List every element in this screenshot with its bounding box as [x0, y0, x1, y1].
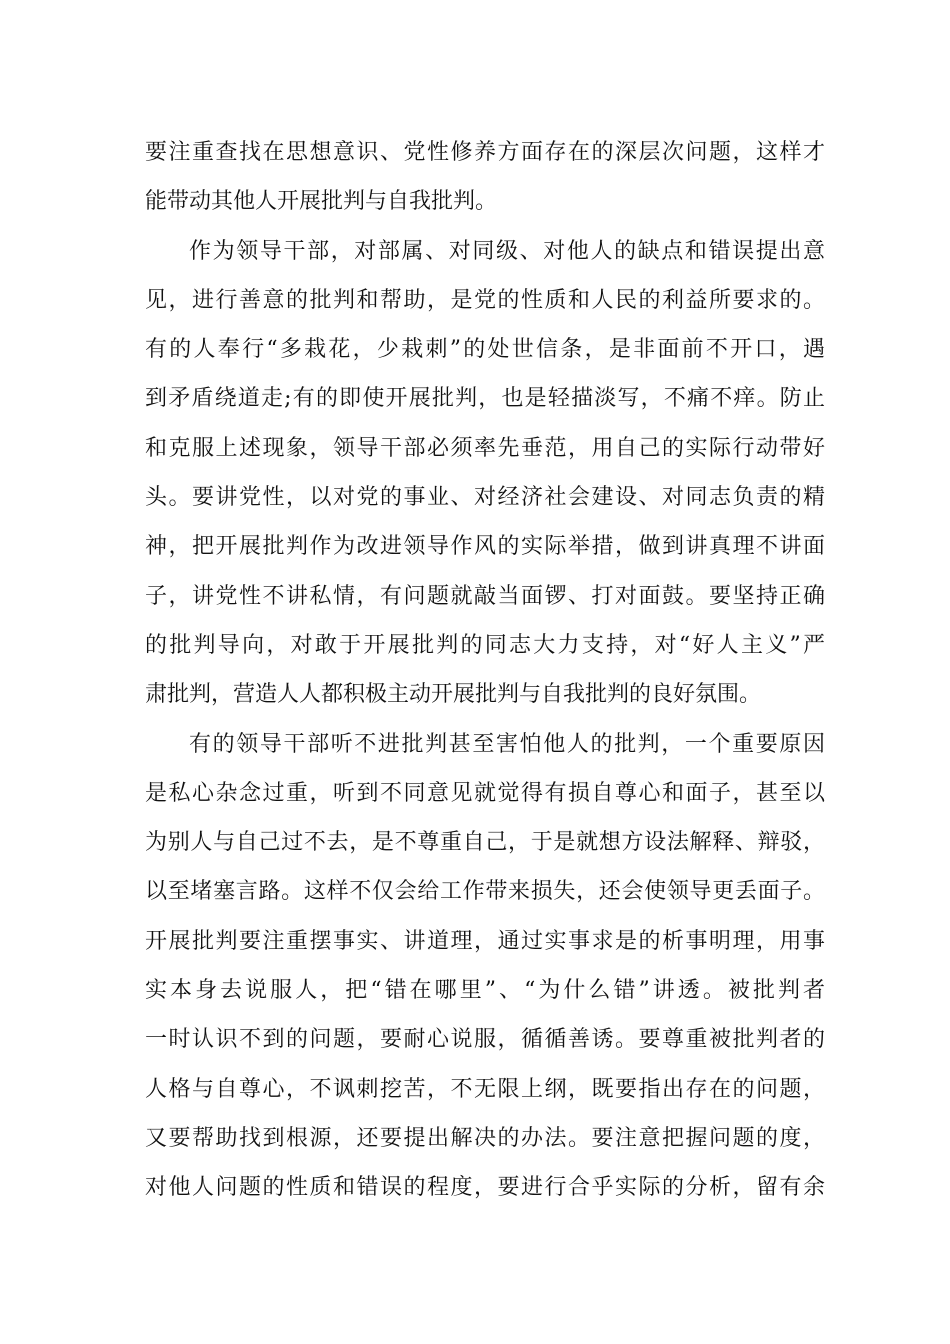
paragraph-3-line-6: 实本身去说服人，把“错在哪里”、“为什么错”讲透。被批判者 [145, 978, 825, 1004]
paragraph-2-line-4: 到矛盾绕道走;有的即使开展批判，也是轻描淡写，不痛不痒。防止 [145, 386, 825, 412]
paragraph-2-line-5: 和克服上述现象，领导干部必须率先垂范，用自己的实际行动带好 [145, 435, 825, 461]
paragraph-2-line-8: 子，讲党性不讲私情，有问题就敲当面锣、打对面鼓。要坚持正确 [145, 583, 825, 609]
paragraph-2-line-1: 作为领导干部，对部属、对同级、对他人的缺点和错误提出意 [189, 238, 825, 264]
paragraph-3-line-3: 为别人与自己过不去，是不尊重自己，于是就想方设法解释、辩驳， [145, 830, 825, 856]
paragraph-3-line-2: 是私心杂念过重，听到不同意见就觉得有损自尊心和面子，甚至以 [145, 780, 825, 806]
paragraph-2-line-10: 肃批判，营造人人都积极主动开展批判与自我批判的良好氛围。 [145, 682, 762, 708]
paragraph-3-line-1: 有的领导干部听不进批判甚至害怕他人的批判，一个重要原因 [189, 731, 825, 757]
paragraph-3-line-8: 人格与自尊心，不讽刺挖苦，不无限上纲，既要指出存在的问题， [145, 1076, 825, 1102]
paragraph-3-line-5: 开展批判要注重摆事实、讲道理，通过实事求是的析事明理，用事 [145, 928, 825, 954]
paragraph-3-line-9: 又要帮助找到根源，还要提出解决的办法。要注意把握问题的度， [145, 1125, 825, 1151]
paragraph-3-line-4: 以至堵塞言路。这样不仅会给工作带来损失，还会使领导更丢面子。 [145, 879, 825, 905]
document-body [145, 128, 825, 1213]
paragraph-2-line-7: 神，把开展批判作为改进领导作风的实际举措，做到讲真理不讲面 [145, 534, 825, 560]
paragraph-2-line-2: 见，进行善意的批判和帮助，是党的性质和人民的利益所要求的。 [145, 287, 825, 313]
paragraph-2-line-3: 有的人奉行“多栽花，少栽刺”的处世信条，是非面前不开口，遇 [145, 337, 825, 363]
paragraph-3-line-7: 一时认识不到的问题，要耐心说服，循循善诱。要尊重被批判者的 [145, 1027, 825, 1053]
paragraph-3-line-10: 对他人问题的性质和错误的程度，要进行合乎实际的分析，留有余 [145, 1175, 825, 1201]
paragraph-2-line-6: 头。要讲党性，以对党的事业、对经济社会建设、对同志负责的精 [145, 485, 825, 511]
paragraph-1-line-1: 要注重查找在思想意识、党性修养方面存在的深层次问题，这样才 [145, 140, 825, 165]
paragraph-2-line-9: 的批判导向，对敢于开展批判的同志大力支持，对“好人主义”严 [145, 632, 825, 658]
paragraph-1-line-2: 能带动其他人开展批判与自我批判。 [145, 189, 498, 215]
